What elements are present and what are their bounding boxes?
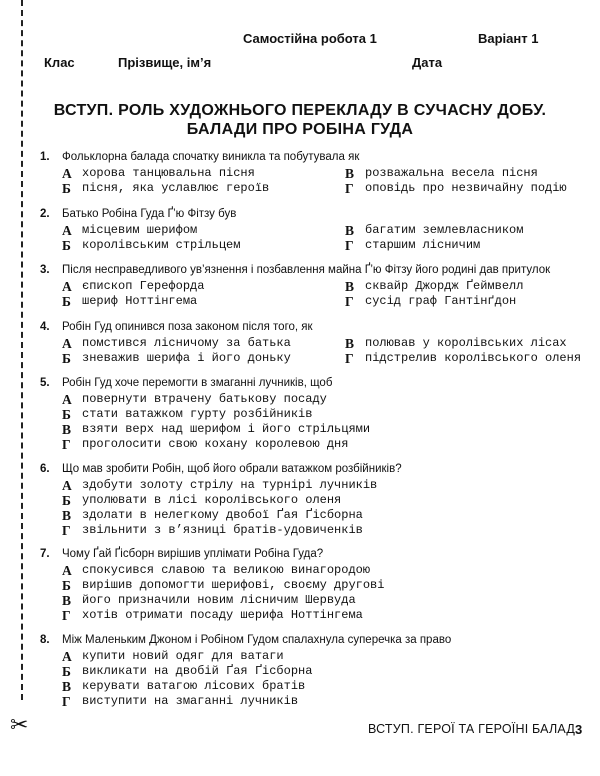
variant-label: Варіант 1 <box>478 31 539 46</box>
option-text: хотів отримати посаду шерифа Ноттінгема <box>82 608 363 622</box>
option-text: полював у королівських лісах <box>365 336 567 350</box>
option-letter: Г <box>345 181 354 196</box>
question-number: 1. <box>40 151 50 163</box>
option-letter: В <box>345 223 355 238</box>
option-letter: Г <box>345 351 354 366</box>
question-text: Робін Гуд опинився поза законом після того, як <box>62 321 313 333</box>
option-text: пісня, яка уславлює героїв <box>82 181 270 195</box>
option-text: здобути золоту стрілу на турнірі лучників <box>82 478 378 492</box>
question-2 <box>40 207 585 253</box>
option-text: сусід граф Гантінґдон <box>365 294 517 308</box>
question-text: Після несправедливого ув’язнення і позбавлення майна Ґ’ю Фітзу його родині дав притулок <box>62 264 551 276</box>
option-g[interactable] <box>40 523 585 538</box>
option-text: купити новий одяг для ватаги <box>82 649 284 663</box>
option-v[interactable] <box>40 508 585 523</box>
question-number: 2. <box>40 208 50 220</box>
page-title <box>50 101 550 139</box>
option-text: підстрелив королівського оленя <box>365 351 582 365</box>
option-letter: В <box>62 679 72 694</box>
option-letter: В <box>62 593 72 608</box>
option-letter: В <box>345 336 355 351</box>
name-label: Прізвище, ім’я <box>118 55 212 70</box>
option-letter: Г <box>345 294 354 309</box>
option-text: керувати ватагою лісових братів <box>82 679 306 693</box>
option-text: стати ватажком гурту розбійників <box>82 407 313 421</box>
question-text: Між Маленьким Джоном і Робіном Гудом спалахнула суперечка за право <box>62 634 452 646</box>
question-text: Чому Ґай Ґісборн вирішив уплімати Робіна Гуда? <box>62 548 324 560</box>
title-line-2: БАЛАДИ ПРО РОБІНА ГУДА <box>186 121 414 138</box>
question-4 <box>40 320 585 366</box>
scissors-icon: ✂ <box>10 712 29 737</box>
question-number: 5. <box>40 377 50 389</box>
question-text: Що мав зробити Робін, щоб його обрали ватажком розбійників? <box>62 463 402 475</box>
option-text: багатим землевласником <box>365 223 524 237</box>
question-number: 4. <box>40 321 50 333</box>
question-text: Батько Робіна Гуда Ґ’ю Фітзу був <box>62 208 237 220</box>
option-text: здолати в нелегкому двобої Ґая Ґісборна <box>82 508 363 522</box>
option-a[interactable] <box>40 563 585 578</box>
option-text: сквайр Джордж Ґеймвелл <box>365 279 524 293</box>
option-text: місцевим шерифом <box>82 223 198 237</box>
option-letter: А <box>62 392 72 407</box>
option-v[interactable] <box>40 593 585 608</box>
question-text: Фольклорна балада спочатку виникла та побутувала як <box>62 151 360 163</box>
option-letter: Г <box>62 437 71 452</box>
option-v[interactable] <box>40 679 585 694</box>
question-number: 8. <box>40 634 50 646</box>
question-5 <box>40 376 585 452</box>
question-text: Робін Гуд хоче перемогти в змаганні лучників, щоб <box>62 377 333 389</box>
option-text: хорова танцювальна пісня <box>82 166 255 180</box>
option-letter: Б <box>62 407 71 422</box>
option-b[interactable] <box>40 493 585 508</box>
option-g[interactable] <box>40 608 585 623</box>
class-label: Клас <box>44 55 75 70</box>
option-letter: Б <box>62 351 71 366</box>
option-text: уполювати в лісі королівського оленя <box>82 493 342 507</box>
option-b[interactable] <box>40 407 585 422</box>
option-text: повернути втрачену батькову посаду <box>82 392 327 406</box>
option-letter: Г <box>62 523 71 538</box>
option-a[interactable] <box>40 649 585 664</box>
work-title: Самостійна робота 1 <box>243 31 377 46</box>
cut-line <box>21 0 23 700</box>
option-text: королівським стрільцем <box>82 238 241 252</box>
option-letter: Г <box>345 238 354 253</box>
option-text: оповідь про незвичайну подію <box>365 181 567 195</box>
option-letter: Б <box>62 181 71 196</box>
option-letter: А <box>62 649 72 664</box>
option-letter: В <box>345 166 355 181</box>
option-letter: А <box>62 478 72 493</box>
question-number: 7. <box>40 548 50 560</box>
question-6 <box>40 462 585 538</box>
question-1 <box>40 150 585 196</box>
option-a[interactable] <box>40 392 585 407</box>
option-text: старшим лісничим <box>365 238 481 252</box>
question-number: 6. <box>40 463 50 475</box>
option-letter: Б <box>62 493 71 508</box>
option-letter: Б <box>62 294 71 309</box>
option-letter: В <box>62 508 72 523</box>
footer-section-title: ВСТУП. ГЕРОЇ ТА ГЕРОЇНІ БАЛАД <box>368 722 576 736</box>
option-text: зневажив шерифа і його доньку <box>82 351 291 365</box>
question-8 <box>40 633 585 709</box>
page-number: 3 <box>575 722 583 737</box>
option-letter: Г <box>62 608 71 623</box>
option-a[interactable] <box>40 478 585 493</box>
option-text: помстився лісничому за батька <box>82 336 291 350</box>
option-letter: Г <box>62 694 71 709</box>
option-letter: А <box>62 279 72 294</box>
option-b[interactable] <box>40 238 585 253</box>
option-text: проголосити свою кохану королевою дня <box>82 437 349 451</box>
title-line-1: ВСТУП. РОЛЬ ХУДОЖНЬОГО ПЕРЕКЛАДУ В СУЧАСНУ ДОБУ. <box>53 102 547 119</box>
option-v[interactable] <box>40 422 585 437</box>
option-g[interactable] <box>40 694 585 709</box>
option-letter: В <box>345 279 355 294</box>
option-text: виступити на змаганні лучників <box>82 694 299 708</box>
option-text: спокусився славою та великою винагородою <box>82 563 371 577</box>
option-letter: Б <box>62 664 71 679</box>
option-letter: А <box>62 166 72 181</box>
option-text: викликати на двобій Ґая Ґісборна <box>82 664 313 678</box>
option-letter: В <box>62 422 72 437</box>
option-g[interactable] <box>40 437 585 452</box>
option-letter: А <box>62 336 72 351</box>
option-text: взяти верх над шерифом і його стрільцями <box>82 422 371 436</box>
option-letter: А <box>62 223 72 238</box>
question-7 <box>40 547 585 623</box>
question-3 <box>40 263 585 309</box>
option-text: розважальна весела пісня <box>365 166 538 180</box>
option-text: шериф Ноттінгема <box>82 294 198 308</box>
option-b[interactable] <box>40 578 585 593</box>
option-letter: А <box>62 563 72 578</box>
option-text: єпископ Герефорда <box>82 279 205 293</box>
option-letter: Б <box>62 238 71 253</box>
option-text: вирішив допомогти шерифові, своєму другові <box>82 578 385 592</box>
option-text: його призначили новим лісничим Шервуда <box>82 593 356 607</box>
option-b[interactable] <box>40 664 585 679</box>
option-letter: Б <box>62 578 71 593</box>
option-text: звільнити з в’язниці братів-удовиченків <box>82 523 363 537</box>
date-label: Дата <box>412 55 443 70</box>
question-number: 3. <box>40 264 50 276</box>
